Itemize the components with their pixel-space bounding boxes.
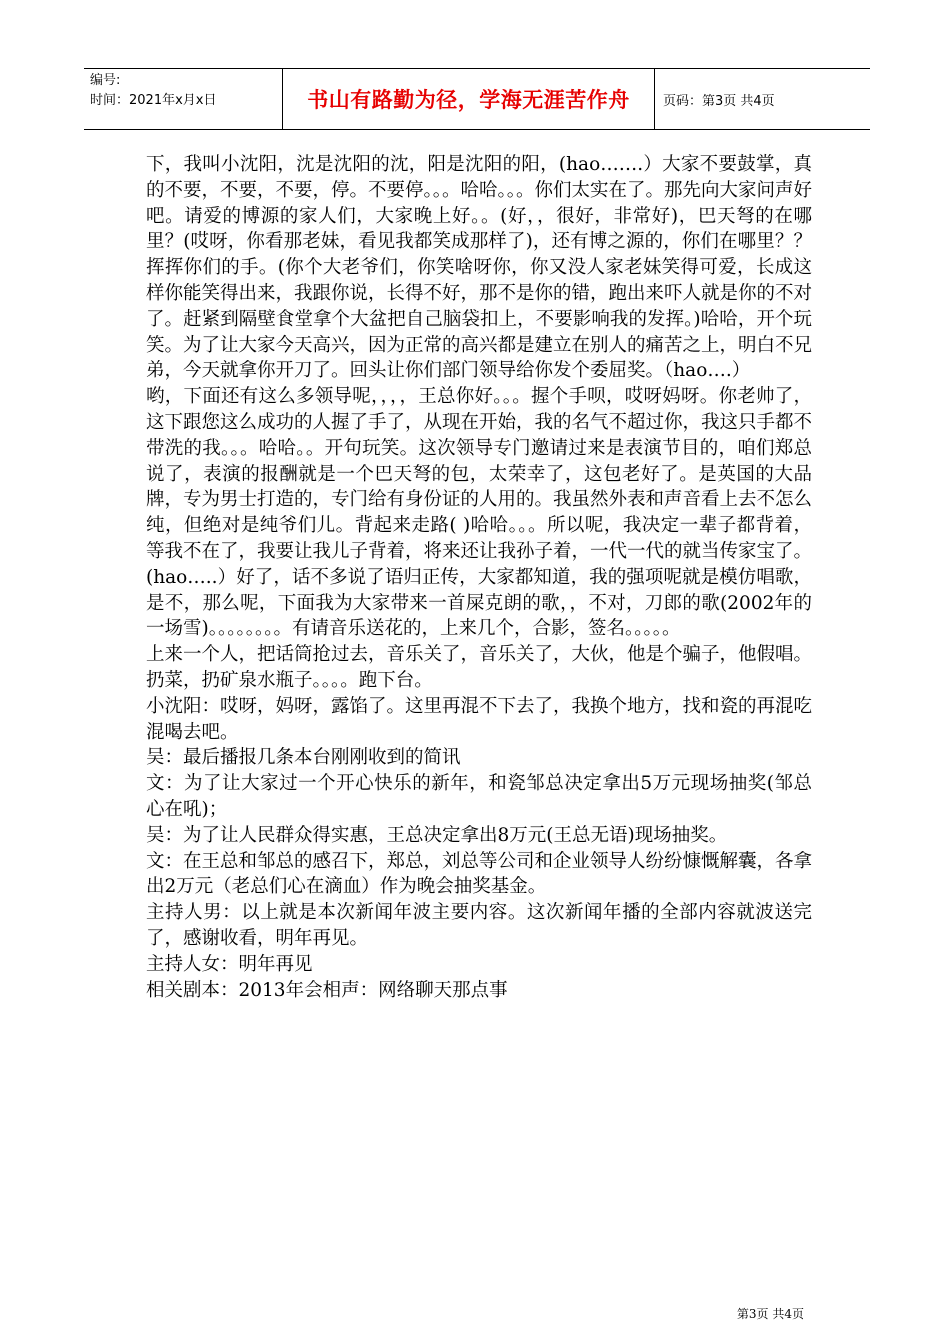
- paragraph: 吴：为了让人民群众得实惠，王总决定拿出8万元(王总无语)现场抽奖。: [146, 824, 728, 846]
- paragraph: 相关剧本：2013年会相声：网络聊天那点事: [146, 979, 508, 1001]
- motto: 书山有路勤为径，学海无涯苦作舟: [307, 88, 630, 112]
- page-header: [84, 68, 870, 130]
- header-motto-cell: [283, 69, 655, 129]
- header-page-label: 页码：第3页 共4页: [663, 93, 775, 109]
- paragraph: 文：在王总和邹总的感召下，郑总，刘总等公司和企业领导人纷纷慷慨解囊，各拿出2万元（老总们心在滴血）作为晚会抽奖基金。: [146, 850, 813, 898]
- page-footer: 第3页 共4页: [736, 1307, 804, 1321]
- header-meta: [84, 69, 283, 129]
- serial-label: 编号:: [90, 73, 121, 88]
- paragraph: 主持人女：明年再见: [146, 953, 313, 975]
- header-page-cell: [655, 69, 870, 129]
- paragraph: 下，我叫小沈阳，沈是沈阳的沈，阳是沈阳的阳，(hao…….）大家不要鼓掌，真的不要，不要，不要，停。不要停。。。哈哈。。。你们太实在了。那先向大家问声好吧。请爱的博源的家人们，大家晚上好。。(好，，很好，非常好)，巴天弩的在哪里？(哎呀，你看那老妹，看见我都笑成那样了)，还有博之源的，你们在哪里？？挥挥你们的手。(你个大老爷们，你笑啥呀你，你又没人家老妹笑得可爱，长成这样你能笑得出来，我跟你说，长得不好，那不是你的错，跑出来吓人就是你的不对了。赶紧到隔壁食堂拿个大盆把自己脑袋扣上，不要影响我的发挥。)哈哈，开个玩笑。为了让大家今天高兴，因为正常的高兴都是建立在别人的痛苦之上，明白不兄弟，今天就拿你开刀了。回头让你们部门领导给你发个委屈奖。（hao….）: [146, 154, 813, 382]
- paragraph: 哟，下面还有这么多领导呢，，，，王总你好。。。握个手呗，哎呀妈呀。你老帅了，这下跟您这么成功的人握了手了，从现在开始，我的名气不超过你，我这只手都不带洗的我。。。哈哈。。开句玩笑。这次领导专门邀请过来是表演节目的，咱们郑总说了，表演的报酬就是一个巴天弩的包，太荣幸了，这包老好了。是英国的大品牌，专为男士打造的，专门给有身份证的人用的。我虽然外表和声音看上去不怎么纯，但绝对是纯爷们儿。背起来走路( )哈哈。。。所以呢，我决定一辈子都背着，等我不在了，我要让我儿子背着，将来还让我孙子着，一代一代的就当传家宝了。(hao…..）好了，话不多说了语归正传，大家都知道，我的强项呢就是模仿唱歌，是不，那么呢，下面我为大家带来一首屎克朗的歌，，不对，刀郎的歌(2002年的一场雪)。。。。。。。。有请音乐送花的，上来几个，合影，签名。。。。。: [146, 386, 813, 640]
- time-label: 时间：2021年x月x日: [90, 93, 217, 108]
- document-body: [146, 152, 812, 1003]
- paragraph: 小沈阳：哎呀，妈呀，露馅了。这里再混不下去了，我换个地方，找和瓷的再混吃混喝去吧。: [146, 695, 813, 743]
- paragraph: 主持人男：以上就是本次新闻年波主要内容。这次新闻年播的全部内容就波送完了，感谢收看，明年再见。: [146, 902, 812, 949]
- paragraph: 吴：最后播报几条本台刚刚收到的简讯: [146, 747, 461, 769]
- paragraph: 文：为了让大家过一个开心快乐的新年，和瓷邹总决定拿出5万元现场抽奖(邹总心在吼)；: [146, 773, 812, 820]
- paragraph: 上来一个人，把话筒抢过去，音乐关了，音乐关了，大伙，他是个骗子，他假唱。扔菜，扔矿泉水瓶子。。。。跑下台。: [146, 644, 813, 691]
